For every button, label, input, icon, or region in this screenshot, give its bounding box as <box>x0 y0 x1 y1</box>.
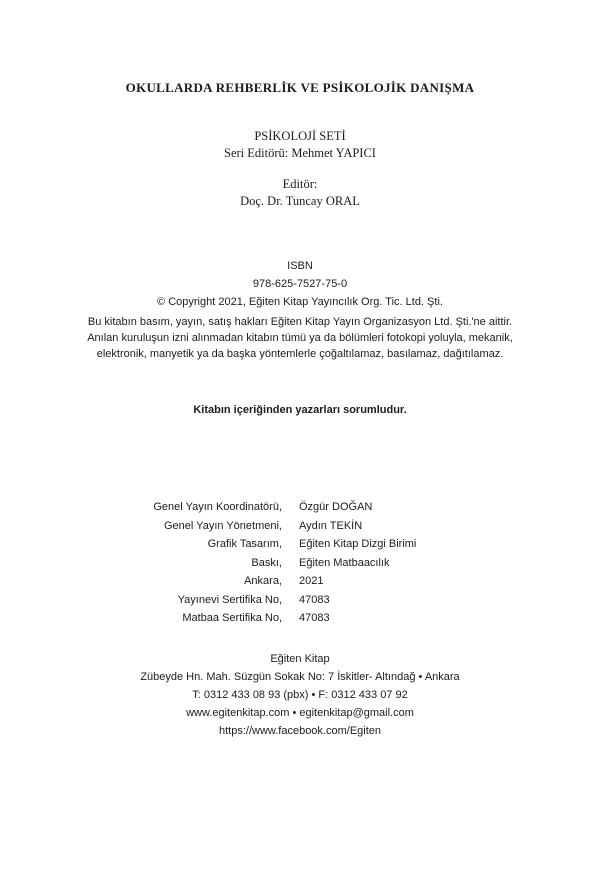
series-block <box>0 128 600 162</box>
credit-row <box>0 612 600 631</box>
rights-line: Bu kitabın basım, yayın, satış hakları Eğiten Kitap Yayın Organizasyon Ltd. Şti.'ne aittir. <box>87 316 513 328</box>
credit-label: Matbaa Sertifika No, <box>182 612 282 624</box>
credit-row <box>0 594 600 613</box>
credit-label: Baskı, <box>251 556 282 569</box>
credit-row <box>0 520 600 539</box>
credit-value: Eğiten Matbaacılık <box>299 556 390 569</box>
credit-row <box>0 557 600 576</box>
credit-row <box>0 538 600 557</box>
credit-value: 2021 <box>299 575 324 587</box>
credit-value: Özgür DOĞAN <box>299 501 373 513</box>
credit-label: Yayınevi Sertifika No, <box>177 593 282 606</box>
isbn-block <box>0 257 600 311</box>
credit-row <box>0 501 600 520</box>
credit-label: Genel Yayın Koordinatörü, <box>153 501 282 513</box>
credit-value: Aydın TEKİN <box>299 519 363 532</box>
rights-line: elektronik, manyetik ya da başka yöntemlerle çoğaltılamaz, basılamaz, dağıtılamaz. <box>96 348 504 360</box>
book-title: OKULLARDA REHBERLİK VE PSİKOLOJİK DANIŞMA <box>125 80 475 95</box>
credit-value: Eğiten Kitap Dizgi Birimi <box>299 538 417 550</box>
series-editor: Seri Editörü: Mehmet YAPICI <box>224 146 376 160</box>
rights-line: Anılan kuruluşun izni alınmadan kitabın tümü ya da bölümleri fotokopi yoluyla, mekanik, <box>87 332 513 344</box>
publisher-address: Zübeyde Hn. Mah. Süzgün Sokak No: 7 İskitler- Altındağ • Ankara <box>140 671 460 683</box>
credit-value: 47083 <box>299 612 330 624</box>
credit-row <box>0 575 600 594</box>
series-name: PSİKOLOJİ SETİ <box>254 129 346 143</box>
rights-notice <box>0 314 600 362</box>
editor-block <box>0 176 600 210</box>
credit-label: Genel Yayın Yönetmeni, <box>163 519 282 532</box>
responsibility-note: Kitabın içeriğinden yazarları sorumludur. <box>193 404 407 416</box>
copyright-line: © Copyright 2021, Eğiten Kitap Yayıncılık Org. Tic. Ltd. Şti. <box>157 296 443 308</box>
editor-label: Editör: <box>282 177 318 191</box>
publisher-web-email: www.egitenkitap.com • egitenkitap@gmail.com <box>186 707 414 719</box>
credits-table <box>0 501 600 631</box>
credit-value: 47083 <box>299 593 330 606</box>
isbn-label: ISBN <box>287 260 313 272</box>
editor-name: Doç. Dr. Tuncay ORAL <box>240 194 360 208</box>
publisher-facebook: https://www.facebook.com/Egiten <box>218 725 382 737</box>
publisher-block <box>0 650 600 740</box>
publisher-name: Eğiten Kitap <box>270 653 330 665</box>
isbn-number: 978-625-7527-75-0 <box>252 278 348 290</box>
credit-label: Grafik Tasarım, <box>207 538 282 550</box>
credit-label: Ankara, <box>244 575 282 587</box>
publisher-phone: T: 0312 433 08 93 (pbx) • F: 0312 433 07 92 <box>192 689 408 701</box>
